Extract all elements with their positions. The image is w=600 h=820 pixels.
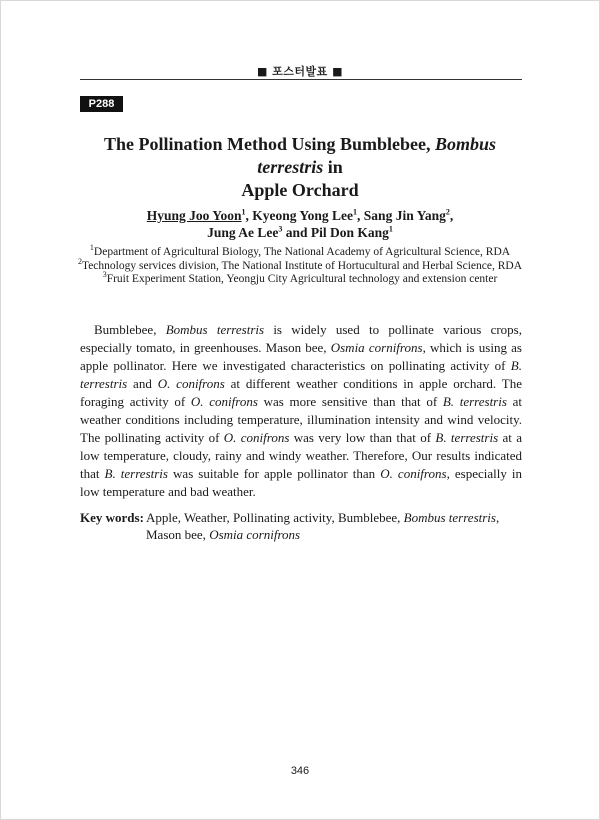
abstract-species: O. conifrons: [190, 394, 258, 409]
abstract-text: was more sensitive than that of: [257, 394, 443, 409]
abstract-text: and: [127, 376, 158, 391]
abstract-species: O. conifrons: [157, 376, 225, 391]
affiliation-line: [60, 270, 540, 287]
author-name: Jung Ae Lee: [207, 225, 279, 240]
keywords-row: [80, 526, 522, 543]
keyword-species: Osmia cornifrons: [209, 527, 301, 542]
title-text: The Pollination Method Using Bumblebee,: [103, 134, 435, 154]
keyword-list: Mason bee,: [146, 527, 210, 542]
keywords-text: [146, 509, 499, 526]
abstract-text: , which is using as apple pollinator. Here we investigated characteristics on pollinating activity of: [80, 340, 522, 373]
poster-id-badge: P288: [80, 96, 123, 112]
affiliation-text: Department of Agricultural Biology, The National Academy of Agricultural Science, RDA: [93, 246, 511, 258]
abstract-species: B. terrestris: [104, 466, 168, 481]
keywords-text: [146, 526, 300, 543]
author-affiliation-mark: 2: [445, 207, 450, 217]
title-line-2: Apple Orchard: [241, 180, 359, 200]
affiliation-list: [60, 243, 540, 287]
affiliation-line: [60, 243, 540, 260]
keyword-list: Apple, Weather, Pollinating activity, Bumblebee,: [146, 510, 404, 525]
abstract-species: B. terrestris: [442, 394, 507, 409]
abstract-text: , especially in low temperature and bad weather.: [80, 466, 522, 499]
keywords-row: [80, 509, 522, 526]
keywords-indent: [80, 526, 146, 543]
abstract-paragraph: [80, 321, 522, 501]
abstract-text: was very low than that of: [289, 430, 436, 445]
author-name: Kyeong Yong Lee: [252, 208, 354, 223]
page-number: 346: [290, 765, 310, 777]
author-separator: ,: [357, 208, 364, 223]
keyword-species: Bombus terrestris: [403, 510, 496, 525]
keyword-separator: ,: [495, 510, 500, 525]
author-separator: ,: [449, 208, 454, 223]
author-affiliation-mark: 1: [241, 207, 246, 217]
abstract-species: O. conifrons: [380, 466, 447, 481]
paper-title: [70, 133, 530, 202]
author-affiliation-mark: 3: [278, 224, 283, 234]
abstract-species: Osmia cornifrons: [330, 340, 423, 355]
affiliation-mark: 3: [102, 270, 107, 280]
author-separator: and: [282, 225, 311, 240]
abstract-text: Bumblebee,: [94, 322, 166, 337]
affiliation-mark: 2: [77, 256, 82, 266]
affiliation-text: Fruit Experiment Station, Yeongju City Agricultural technology and extension center: [106, 273, 498, 285]
affiliation-text: Technology services division, The National Institute of Hortucultural and Herbal Science, RDA: [81, 259, 523, 272]
author-name: Hyung Joo Yoon: [146, 208, 242, 223]
abstract-species: B. terrestris: [80, 358, 522, 391]
abstract-species: Bombus terrestris: [165, 322, 265, 337]
abstract-species: O. conifrons: [223, 430, 290, 445]
abstract-text: at a low temperature, cloudy, rainy and windy weather. Therefore, Our results indicated that: [80, 430, 522, 481]
title-text-end: in: [323, 157, 343, 177]
section-header: ■ 포스터발표 ■: [256, 65, 344, 78]
affiliation-mark: 1: [89, 243, 94, 253]
header-rule: [80, 79, 522, 80]
affiliation-line: [60, 256, 540, 274]
author-name: Sang Jin Yang: [363, 208, 446, 223]
abstract-species: B. terrestris: [435, 430, 499, 445]
title-species: Bombus terrestris: [257, 134, 497, 177]
author-name: Pil Don Kang: [310, 225, 389, 240]
abstract-text: was suitable for apple pollinator than: [167, 466, 381, 481]
keywords-label: Key words:: [80, 510, 144, 525]
keywords-block: [80, 509, 522, 543]
author-affiliation-mark: 1: [388, 224, 393, 234]
author-separator: ,: [245, 208, 253, 223]
abstract-text: at different weather conditions in apple orchard. The foraging activity of: [80, 376, 522, 409]
author-affiliation-mark: 1: [353, 207, 358, 217]
abstract-text: at weather conditions including temperature, illumination intensity and wind velocity. The pollinating activity of: [80, 394, 522, 445]
author-list: [80, 207, 520, 241]
abstract-text: is widely used to pollinate various crops, especially tomato, in greenhouses. Mason bee,: [80, 322, 522, 355]
